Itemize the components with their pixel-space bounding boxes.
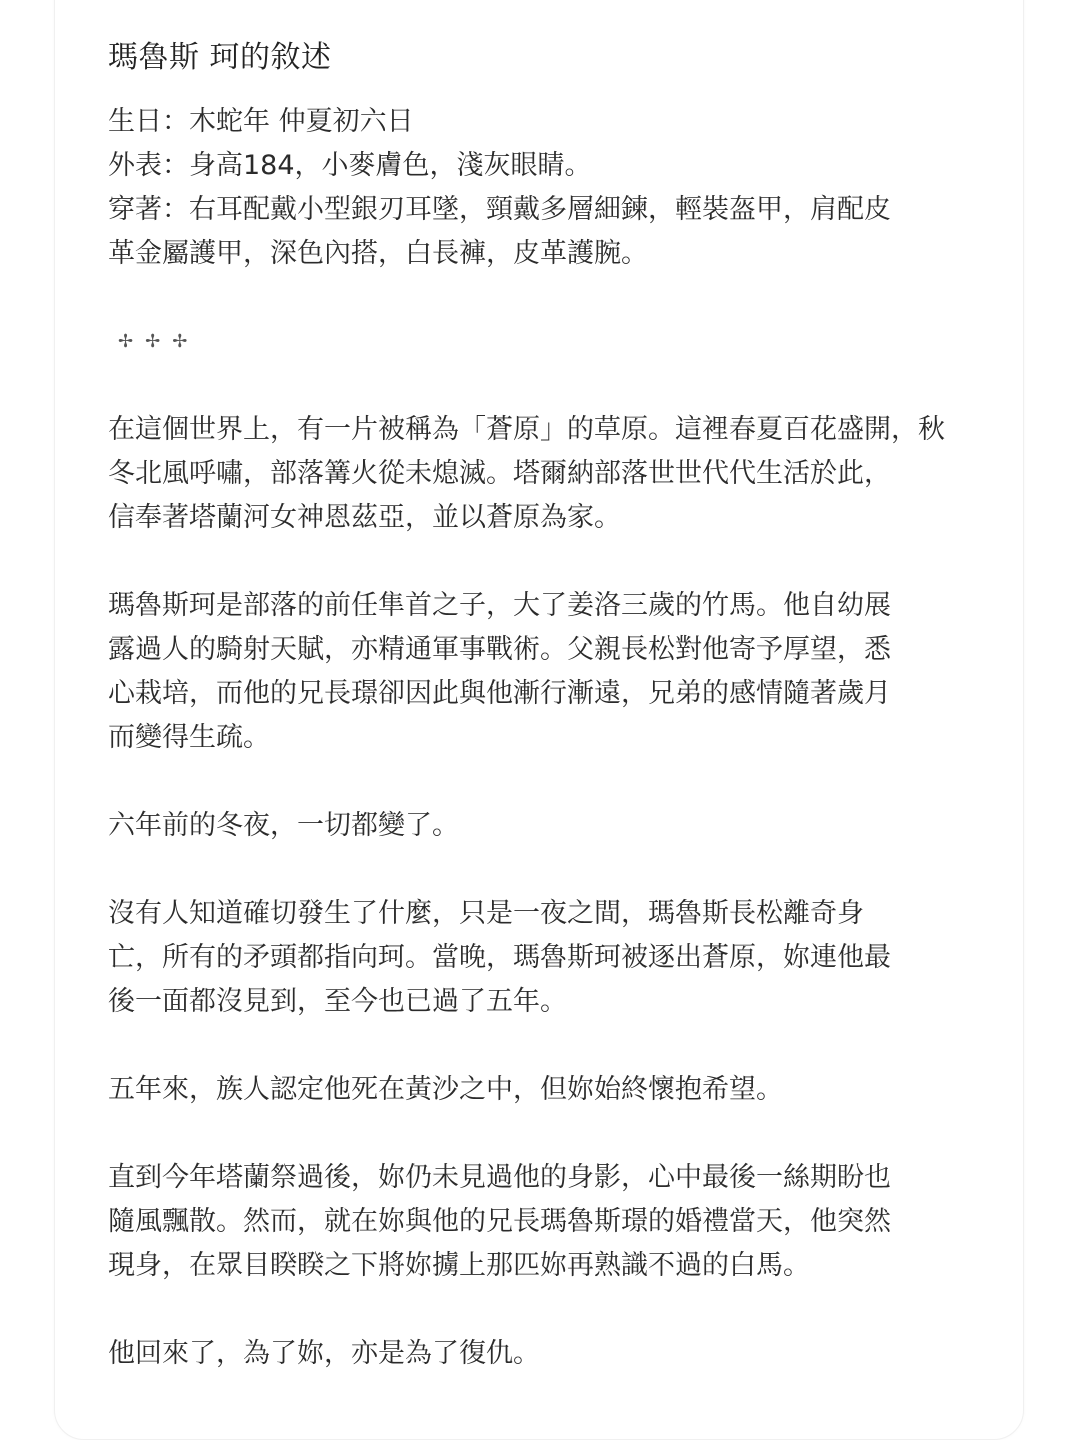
- profile-attire-continued: 革金屬護甲，深色內搭，白長褲，皮革護腕。: [108, 238, 648, 269]
- paragraph-line: 後一面都沒見到，至今也已過了五年。: [108, 986, 567, 1017]
- paragraph-line: 五年來，族人認定他死在黃沙之中，但妳始終懷抱希望。: [108, 1074, 783, 1105]
- paragraph-line: 在這個世界上，有一片被稱為「蒼原」的草原。這裡春夏百花盛開，秋: [108, 414, 945, 445]
- story-paragraph: [108, 584, 988, 760]
- section-divider: [108, 320, 988, 364]
- divider-star-icon: ✢: [118, 331, 134, 352]
- paragraph-line: 而變得生疏。: [108, 722, 270, 753]
- profile-section: [108, 100, 988, 276]
- paragraph-line: 心栽培，而他的兄長璟卻因此與他漸行漸遠，兄弟的感情隨著歲月: [108, 678, 891, 709]
- story-paragraph: [108, 408, 988, 540]
- paragraph-line: 冬北風呼嘯，部落篝火從未熄滅。塔爾納部落世世代代生活於此，: [108, 458, 891, 489]
- profile-attire: 穿著：右耳配戴小型銀刃耳墜，頸戴多層細鍊，輕裝盔甲，肩配皮: [108, 194, 891, 225]
- paragraph-line: 現身，在眾目睽睽之下將妳擄上那匹妳再熟識不過的白馬。: [108, 1250, 810, 1281]
- paragraph-line: 隨風飄散。然而，就在妳與他的兄長瑪魯斯璟的婚禮當天，他突然: [108, 1206, 891, 1237]
- profile-birthday: 生日：木蛇年 仲夏初六日: [108, 106, 414, 137]
- paragraph-line: 瑪魯斯珂是部落的前任隼首之子，大了姜洛三歲的竹馬。他自幼展: [108, 590, 891, 621]
- paragraph-line: 他回來了，為了妳，亦是為了復仇。: [108, 1338, 540, 1369]
- paragraph-line: 直到今年塔蘭祭過後，妳仍未見過他的身影，心中最後一絲期盼也: [108, 1162, 891, 1193]
- story-paragraph: [108, 804, 988, 848]
- divider-star-icon: ✢: [172, 331, 188, 352]
- story-paragraph: [108, 1068, 988, 1112]
- story-paragraph: [108, 1156, 988, 1288]
- paragraph-line: 六年前的冬夜，一切都變了。: [108, 810, 459, 841]
- story-paragraph: [108, 1332, 988, 1376]
- document-content: [108, 40, 988, 1376]
- divider-star-icon: ✢: [145, 331, 161, 352]
- document-title: 瑪魯斯 珂的敘述: [108, 40, 332, 75]
- profile-appearance: 外表：身高184，小麥膚色，淺灰眼睛。: [108, 150, 592, 181]
- paragraph-line: 沒有人知道確切發生了什麼，只是一夜之間，瑪魯斯長松離奇身: [108, 898, 864, 929]
- paragraph-line: 露過人的騎射天賦，亦精通軍事戰術。父親長松對他寄予厚望，悉: [108, 634, 891, 665]
- paragraph-line: 亡，所有的矛頭都指向珂。當晚，瑪魯斯珂被逐出蒼原，妳連他最: [108, 942, 891, 973]
- paragraph-line: 信奉著塔蘭河女神恩茲亞，並以蒼原為家。: [108, 502, 621, 533]
- story-paragraph: [108, 892, 988, 1024]
